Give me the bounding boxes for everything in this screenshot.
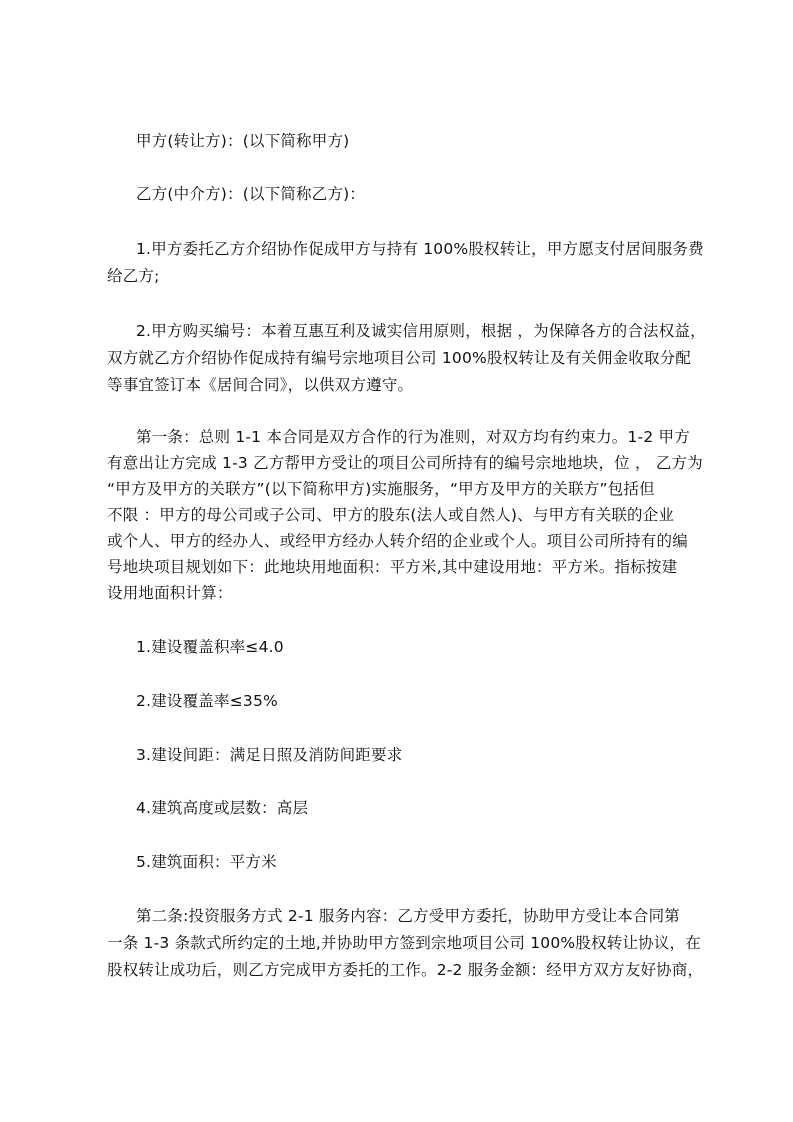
article-2-line-1: 第二条:投资服务方式 2-1 服务内容：乙方受甲方委托，协助甲方受让本合同第 [136,907,680,925]
article-1-line-5: 或个人、甲方的经办人、或经甲方经办人转介绍的企业或个人。项目公司所持有的编 [107,532,688,550]
article-1-line-3: “甲方及甲方的关联方”(以下简称甲方)实施服务，“甲方及甲方的关联方”包括但 [107,480,655,498]
clause-1-line-1: 1.甲方委托乙方介绍协作促成甲方与持有 100%股权转让，甲方愿支付居间服务费 [136,240,704,258]
clause-2-line-3: 等事宜签订本《居间合同》，以供双方遵守。 [107,376,414,394]
clause-1-line-2: 给乙方; [107,267,160,285]
article-2-line-3: 股权转让成功后，则乙方完成甲方委托的工作。2-2 服务金额：经甲方双方友好协商， [107,961,704,979]
article-2-line-2: 一条 1-3 条款式所约定的土地,并协助甲方签到宗地项目公司 100%股权转让协议，在 [107,934,701,952]
article-1-line-6: 号地块项目规划如下：此地块用地面积：平方米,其中建设用地：平方米。指标按建 [107,558,678,576]
indicator-1: 1.建设覆盖积率≤4.0 [136,638,284,656]
party-a-line: 甲方(转让方)：(以下简称甲方) [136,132,350,150]
indicator-3: 3.建设间距：满足日照及消防间距要求 [136,746,403,764]
article-1-line-2: 有意出让方完成 1-3 乙方帮甲方受让的项目公司所持有的编号宗地地块，位 ， 乙方为 [107,454,703,472]
article-1-line-4: 不限 ：甲方的母公司或子公司、甲方的股东(法人或自然人)、与甲方有关联的企业 [107,506,675,524]
indicator-5: 5.建筑面积：平方米 [136,853,277,871]
party-b-line: 乙方(中介方)：(以下简称乙方)： [136,185,366,203]
article-1-line-1: 第一条：总则 1-1 本合同是双方合作的行为准则，对双方均有约束力。1-2 甲方 [136,428,690,446]
indicator-2: 2.建设覆盖率≤35% [136,692,278,710]
article-1-line-7: 设用地面积计算： [107,584,233,602]
indicator-4: 4.建筑高度或层数：高层 [136,799,309,817]
clause-2-line-1: 2.甲方购买编号：本着互惠互利及诚实信用原则，根据 ，为保障各方的合法权益， [136,322,706,340]
clause-2-line-2: 双方就乙方介绍协作促成持有编号宗地项目公司 100%股权转让及有关佣金收取分配 [107,349,692,367]
